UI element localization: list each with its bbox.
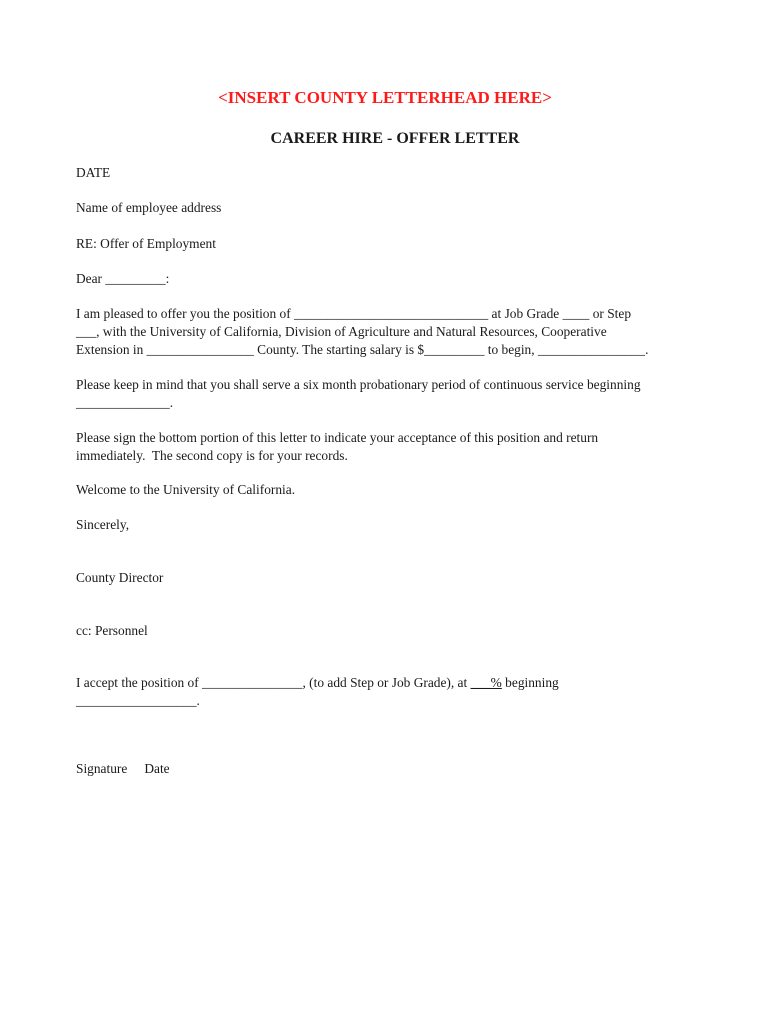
re-line: RE: Offer of Employment (76, 236, 216, 251)
probation-paragraph-line-2: ______________. (76, 395, 174, 410)
date-label: Date (144, 761, 170, 776)
signer-title: County Director (76, 570, 164, 585)
signature-row (76, 760, 170, 778)
acceptance-text: I accept the position of _______________, (to add Step or Job Grade), at (76, 675, 471, 690)
signature-label: Signature (76, 761, 128, 776)
acceptance-line-2: __________________. (76, 693, 200, 708)
offer-paragraph-line-2: ___, with the University of California, Division of Agriculture and Natural Resources, Cooperative (76, 324, 607, 339)
offer-paragraph-line-1: I am pleased to offer you the position of _____________________________ at Job Grade ____ or Step (76, 306, 632, 321)
probation-paragraph-line-1: Please keep in mind that you shall serve a six month probationary period of continuous service beginning (76, 377, 641, 392)
percent-blank: ___% (470, 675, 502, 690)
salutation: Dear _________: (76, 271, 170, 286)
offer-paragraph-line-3: Extension in ________________ County. The starting salary is $_________ to begin, ________________. (76, 342, 649, 357)
sign-paragraph-line-2: immediately. The second copy is for your records. (76, 448, 348, 463)
sign-paragraph-line-1: Please sign the bottom portion of this letter to indicate your acceptance of this position and return (76, 430, 599, 445)
cc-line: cc: Personnel (76, 623, 148, 638)
employee-address-line: Name of employee address (76, 200, 222, 215)
closing-line: Sincerely, (76, 517, 130, 532)
acceptance-line-1 (76, 674, 559, 692)
welcome-line: Welcome to the University of California. (76, 482, 296, 497)
acceptance-beginning: beginning (501, 675, 559, 690)
document-title: CAREER HIRE - OFFER LETTER (270, 130, 520, 147)
letterhead-placeholder: <INSERT COUNTY LETTERHEAD HERE> (218, 88, 552, 107)
date-line: DATE (76, 165, 111, 180)
